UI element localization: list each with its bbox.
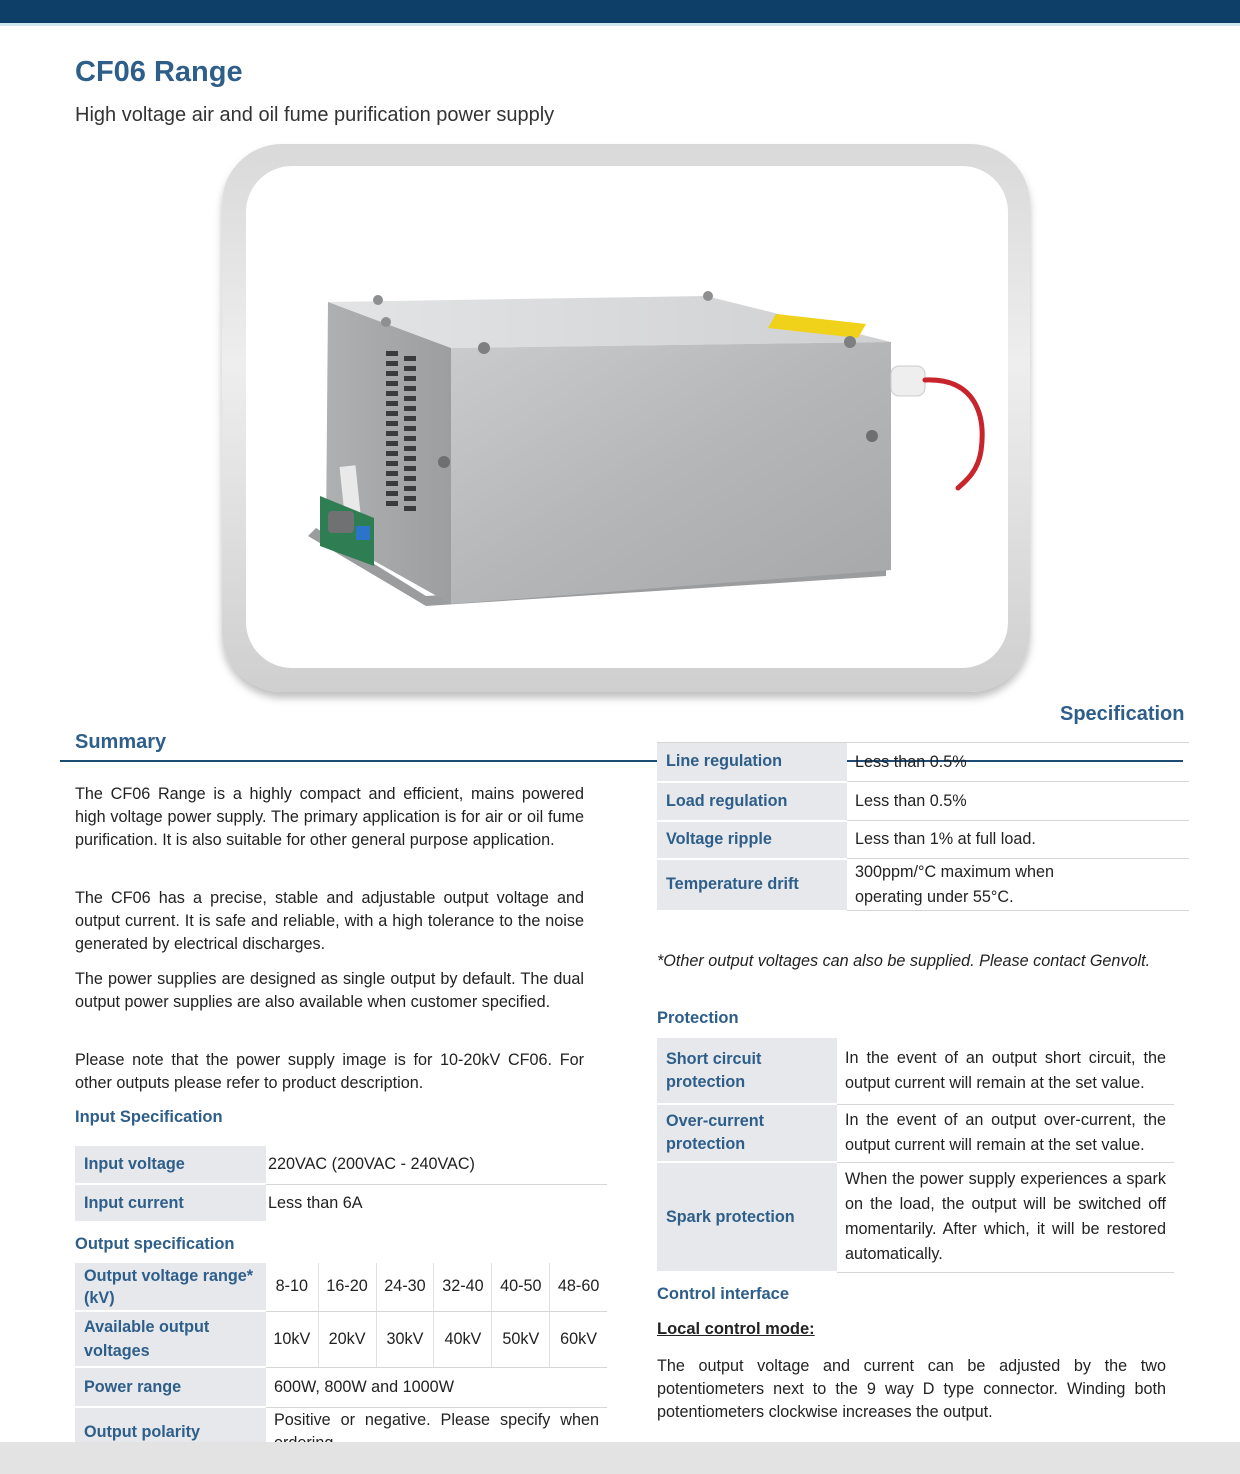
protection-table: [657, 1038, 1174, 1273]
summary-paragraph: The CF06 Range is a highly compact and efficient, mains powered high voltage power supply. The primary application is for air or oil fume purification. It is also suitable for other general purpose application.: [75, 785, 584, 849]
table-row: [657, 859, 1189, 911]
output-spec-heading: Output specification: [75, 1235, 235, 1253]
spec-label: Line regulation: [657, 743, 847, 782]
spec-value: Less than 0.5%: [847, 782, 1189, 821]
top-banner-accent: [0, 23, 1240, 26]
table-row: [75, 1367, 607, 1407]
power-supply-unit-photo: [246, 166, 1008, 668]
voltage-range-cell: 48-60: [550, 1263, 607, 1311]
summary-paragraph: Please note that the power supply image is for 10-20kV CF06. For other outputs please refer to product description.: [75, 1051, 584, 1092]
product-photo-frame: [222, 144, 1030, 692]
table-row: [657, 743, 1189, 782]
page-title: CF06 Range: [75, 56, 243, 88]
spec-value: 300ppm/°C maximum when operating under 55°C.: [847, 859, 1189, 911]
spec-value: In the event of an output over-current, the output current will remain at the set value.: [837, 1104, 1174, 1162]
table-row: [75, 1263, 607, 1311]
summary-paragraph: The power supplies are designed as single output by default. The dual output power supplies are also available when customer specified.: [75, 970, 584, 1011]
table-row: [657, 782, 1189, 821]
spec-label: Output polarity: [75, 1407, 266, 1457]
available-voltage-cell: 60kV: [550, 1311, 607, 1367]
table-row: [657, 1162, 1174, 1272]
footnote: *Other output voltages can also be supplied. Please contact Genvolt.: [657, 952, 1151, 970]
specification-table: [657, 742, 1189, 912]
spec-value: Less than 6A: [268, 1193, 363, 1212]
table-row: [75, 1311, 607, 1367]
top-banner: [0, 0, 1240, 23]
summary-paragraph: The CF06 has a precise, stable and adjustable output voltage and output current. It is safe and reliable, with a high tolerance to the noise generated by electrical discharges.: [75, 889, 584, 953]
input-spec-heading: Input Specification: [75, 1108, 223, 1126]
voltage-range-cell: 32-40: [434, 1263, 492, 1311]
protection-heading: Protection: [657, 1009, 739, 1027]
spec-label: Over-current protection: [657, 1104, 837, 1162]
spec-value: Positive or negative. Please specify when: [274, 1411, 599, 1430]
spec-label: Power range: [75, 1367, 266, 1407]
voltage-range-cell: 16-20: [318, 1263, 376, 1311]
spec-label: Available output voltages: [75, 1311, 266, 1367]
input-spec-table: [75, 1146, 607, 1223]
spec-label: Output voltage range* (kV): [75, 1263, 266, 1311]
spec-value: In the event of an output short circuit, the output current will remain at the set value.: [837, 1038, 1174, 1104]
spec-label: Short circuit protection: [657, 1038, 837, 1104]
spec-label: Load regulation: [657, 782, 847, 821]
voltage-range-cell: 8-10: [266, 1263, 318, 1311]
available-voltage-cell: 40kV: [434, 1311, 492, 1367]
specification-heading: Specification: [1060, 703, 1185, 725]
summary-heading: Summary: [75, 731, 167, 753]
bottom-banner: [0, 1442, 1240, 1474]
spec-value: 220VAC (200VAC - 240VAC): [266, 1146, 607, 1184]
table-row: [75, 1184, 607, 1222]
local-control-heading: Local control mode:: [657, 1320, 815, 1338]
spec-label: Voltage ripple: [657, 821, 847, 859]
table-row: [657, 1104, 1174, 1162]
available-voltage-cell: 30kV: [376, 1311, 434, 1367]
spec-value: Less than 1% at full load.: [847, 821, 1189, 859]
spec-value: When the power supply experiences a spark on the load, the output will be switched off momentarily. After which, it will be restored automatically.: [837, 1162, 1174, 1272]
output-spec-table: [75, 1263, 607, 1458]
product-photo: [246, 166, 1008, 668]
spec-value: Less than 0.5%: [847, 743, 1189, 782]
available-voltage-cell: 10kV: [266, 1311, 318, 1367]
spec-label: Input voltage: [75, 1146, 266, 1184]
voltage-range-cell: 24-30: [376, 1263, 434, 1311]
available-voltage-cell: 20kV: [318, 1311, 376, 1367]
table-row: [75, 1146, 607, 1184]
available-voltage-cell: 50kV: [492, 1311, 550, 1367]
table-row: [657, 821, 1189, 859]
table-row: [657, 1038, 1174, 1104]
spec-value: 600W, 800W and 1000W: [266, 1367, 607, 1407]
control-heading: Control interface: [657, 1285, 790, 1303]
local-control-text: The output voltage and current can be adjusted by the two potentiometers next to the 9 way D type connector. Winding both potentiometers clockwise increases the output.: [657, 1357, 1166, 1421]
page-subtitle: High voltage air and oil fume purification power supply: [75, 104, 555, 126]
voltage-range-cell: 40-50: [492, 1263, 550, 1311]
spec-label: Temperature drift: [657, 859, 847, 911]
spec-label: Spark protection: [657, 1162, 837, 1272]
spec-label: Input current: [75, 1184, 266, 1222]
